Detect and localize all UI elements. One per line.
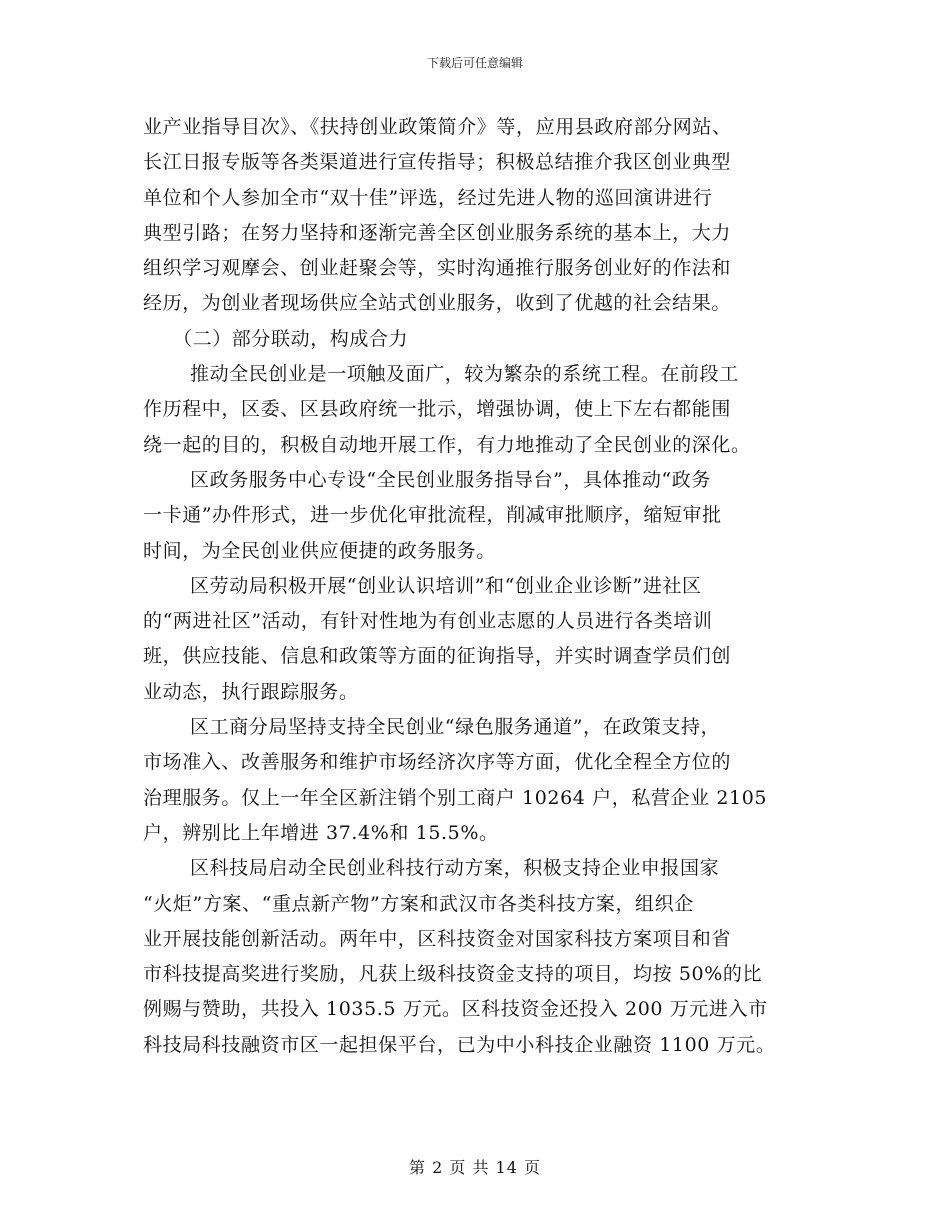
text-line: 科技局科技融资市区一起担保平台，已为中小科技企业融资 1100 万元。 — [143, 1033, 776, 1056]
text-line: 一卡通”办件形式，进一步优化审批流程，削减审批顺序，缩短审批 — [143, 504, 722, 527]
text-line: 市科技提高奖进行奖励，凡获上级科技资金支持的项目，均按 50%的比 — [143, 963, 763, 986]
text-line: 市场准入、改善服务和维护市场经济次序等方面，优化全程全方位的 — [143, 751, 732, 774]
text-line: 典型引路；在努力坚持和逐渐完善全区创业服务系统的基本上，大力 — [143, 221, 732, 244]
text-line: 长江日报专版等各类渠道进行宣传指导；积极总结推介我区创业典型 — [143, 151, 732, 174]
section-heading: （二）部分联动，构成合力 — [173, 327, 409, 350]
text-line: 绕一起的目的，积极自动地开展工作，有力地推动了全民创业的深化。 — [143, 433, 751, 456]
text-line: 单位和个人参加全市“双十佳”评选，经过先进人物的巡回演讲进行 — [143, 186, 713, 209]
text-line: 经历，为创业者现场供应全站式创业服务，收到了优越的社会结果。 — [143, 292, 732, 315]
paragraph-start-line: 区科技局启动全民创业科技行动方案，积极支持企业申报国家 — [190, 857, 720, 880]
text-line: 治理服务。仅上一年全区新注销个别工商户 10264 户，私营企业 2105 — [143, 786, 768, 809]
header-note: 下载后可任意编辑 — [426, 56, 523, 70]
paragraph-start-line: 区政务服务中心专设“全民创业服务指导台”，具体推动“政务 — [190, 468, 711, 491]
paragraph-start-line: 推动全民创业是一项触及面广，较为繁杂的系统工程。在前段工 — [190, 363, 739, 386]
text-line: “火炬”方案、“重点新产物”方案和武汉市各类科技方案，组织企 — [143, 892, 694, 915]
text-line: 时间，为全民创业供应便捷的政务服务。 — [143, 539, 496, 562]
page-number-footer: 第 2 页 共 14 页 — [409, 1158, 541, 1177]
text-line: 业产业指导目次》、《扶持创业政策简介》等，应用县政府部分网站、 — [143, 116, 732, 138]
text-line: 例赐与赞助，共投入 1035.5 万元。区科技资金还投入 200 万元进入市 — [143, 998, 768, 1021]
text-line: 业动态，执行跟踪服务。 — [143, 680, 359, 703]
text-line: 作历程中，区委、区县政府统一批示，增强协调，使上下左右都能围 — [143, 398, 732, 421]
text-line: 组织学习观摩会、创业赶聚会等，实时沟通推行服务创业好的作法和 — [143, 257, 732, 280]
document-body — [143, 110, 823, 1063]
text-line: 班，供应技能、信息和政策等方面的征询指导，并实时调查学员们创 — [143, 645, 732, 668]
text-line: 户，辨别比上年增进 37.4%和 15.5%。 — [143, 821, 499, 844]
paragraph-start-line: 区劳动局积极开展“创业认识培训”和“创业企业诊断”进社区 — [190, 574, 702, 597]
text-line: 业开展技能创新活动。两年中，区科技资金对国家科技方案项目和省 — [143, 927, 732, 950]
paragraph-start-line: 区工商分局坚持支持全民创业“绿色服务通道”，在政策支持， — [190, 716, 721, 739]
text-line: 的“两进社区”活动，有针对性地为有创业志愿的人员进行各类培训 — [143, 610, 713, 633]
